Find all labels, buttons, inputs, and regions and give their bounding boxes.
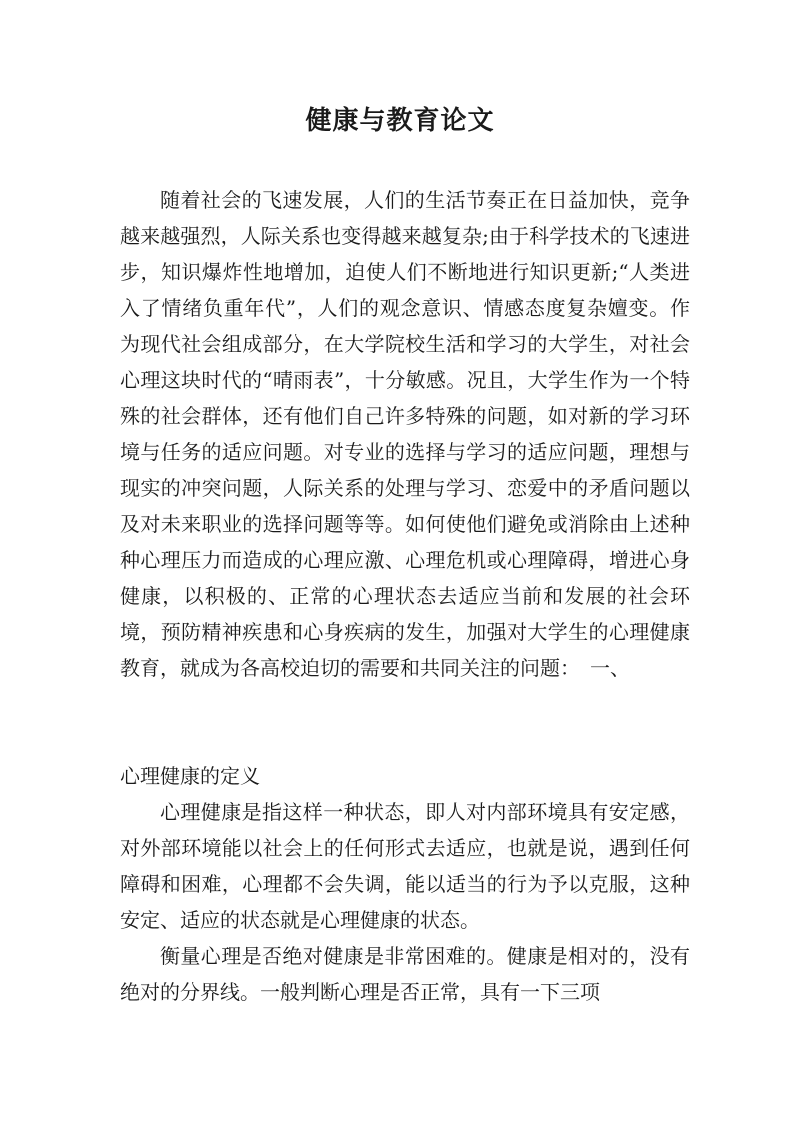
section-heading-definition: 心理健康的定义 xyxy=(120,764,260,788)
paragraph-measurement: 衡量心理是否绝对健康是非常困难的。健康是相对的，没有绝对的分界线。一般判断心理是否正常，具有一下三项 xyxy=(120,944,690,1004)
paragraph-intro: 随着社会的飞速发展，人们的生活节奏正在日益加快，竞争越来越强烈，人际关系也变得越来越复杂;由于科学技术的飞速进步，知识爆炸性地增加，迫使人们不断地进行知识更新;“人类进入了情绪负重年代”，人们的观念意识、情感态度复杂嬗变。作为现代社会组成部分，在大学院校生活和学习的大学生，对社会心理这块时代的“晴雨表”，十分敏感。况且，大学生作为一个特殊的社会群体，还有他们自己许多特殊的问题，如对新的学习环境与任务的适应问题。对专业的选择与学习的适应问题，理想与现实的冲突问题，人际关系的处理与学习、恋爱中的矛盾问题以及对未来职业的选择问题等等。如何使他们避免或消除由上述种种心理压力而造成的心理应激、心理危机或心理障碍，增进心身健康，以积极的、正常的心理状态去适应当前和发展的社会环境，预防精神疾患和心身疾病的发生，加强对大学生的心理健康教育，就成为各高校迫切的需要和共同关注的问题： 一、 xyxy=(120,188,690,680)
document-title: 健康与教育论文 xyxy=(305,106,495,136)
paragraph-definition: 心理健康是指这样一种状态，即人对内部环境具有安定感，对外部环境能以社会上的任何形式去适应，也就是说，遇到任何障碍和困难，心理都不会失调，能以适当的行为予以克服，这种安定、适应的状态就是心理健康的状态。 xyxy=(120,800,690,932)
